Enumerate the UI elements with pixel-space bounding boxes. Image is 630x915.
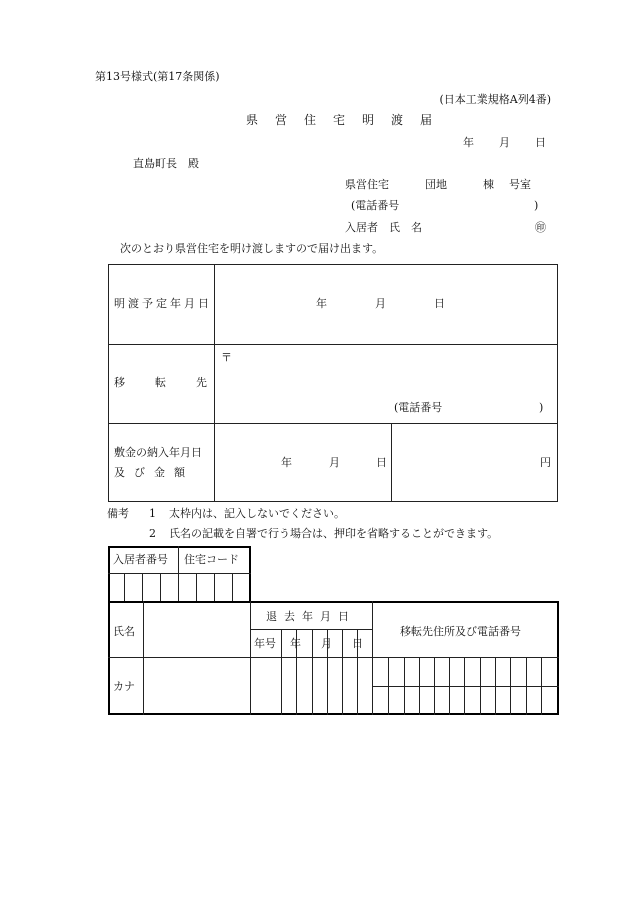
phone-close: ) — [534, 199, 539, 212]
seal-mark: ㊞ — [535, 221, 546, 234]
new-address-label: 移転先 — [114, 376, 237, 389]
deposit-year: 年 — [281, 456, 292, 469]
office-day-label: 日 — [352, 637, 363, 650]
document-title: 県営住宅明渡届 — [246, 113, 450, 127]
new-address-phone-close: ) — [539, 401, 544, 414]
deposit-month: 月 — [329, 456, 340, 469]
new-address-phone-header: 移転先住所及び電話番号 — [400, 625, 521, 638]
office-month-label: 月 — [321, 637, 332, 650]
building-label: 棟 — [483, 178, 494, 191]
office-year-label: 年 — [290, 637, 301, 650]
danchi-label: 団地 — [425, 178, 447, 191]
addressee: 直島町長 殿 — [133, 157, 199, 170]
date-year: 年 — [463, 136, 474, 149]
moveout-year: 年 — [316, 297, 327, 310]
office-kana-label: カナ — [113, 680, 135, 693]
era-label: 年号 — [254, 637, 276, 650]
housing-code-label: 住宅コード — [184, 553, 239, 566]
postal-mark: 〒 — [221, 351, 232, 364]
moveout-date-header: 退去年月日 — [266, 610, 356, 623]
note-2-text: 氏名の記載を自署で行う場合は、押印を省略することができます。 — [169, 527, 499, 540]
notes-label: 備考 — [107, 507, 129, 520]
deposit-yen: 円 — [540, 456, 551, 469]
moveout-month: 月 — [375, 297, 386, 310]
paper-spec: (日本工業規格A列4番) — [439, 93, 551, 106]
deposit-label-line1: 敷金の納入年月日 — [114, 446, 202, 459]
note-1-num: 1 — [149, 507, 156, 520]
note-2-num: 2 — [149, 527, 156, 540]
moveout-date-label: 明渡予定年月日 — [114, 297, 212, 310]
date-day: 日 — [535, 136, 546, 149]
resident-number-label: 入居者番号 — [113, 553, 168, 566]
intro-text: 次のとおり県営住宅を明け渡しますので届け出ます。 — [120, 242, 384, 255]
deposit-day: 日 — [376, 456, 387, 469]
note-1-text: 太枠内は、記入しないでください。 — [169, 507, 345, 520]
moveout-day: 日 — [434, 297, 445, 310]
form-number: 第13号様式(第17条関係) — [95, 70, 220, 83]
housing-label: 県営住宅 — [345, 178, 389, 191]
resident-name-label: 入居者 氏 名 — [345, 221, 422, 234]
date-month: 月 — [499, 136, 510, 149]
room-label: 号室 — [509, 178, 531, 191]
phone-label: (電話番号 — [351, 199, 400, 212]
deposit-label-line2: 及び金額 — [114, 466, 194, 479]
new-address-phone-label: (電話番号 — [394, 401, 443, 414]
office-name-label: 氏名 — [113, 625, 135, 638]
